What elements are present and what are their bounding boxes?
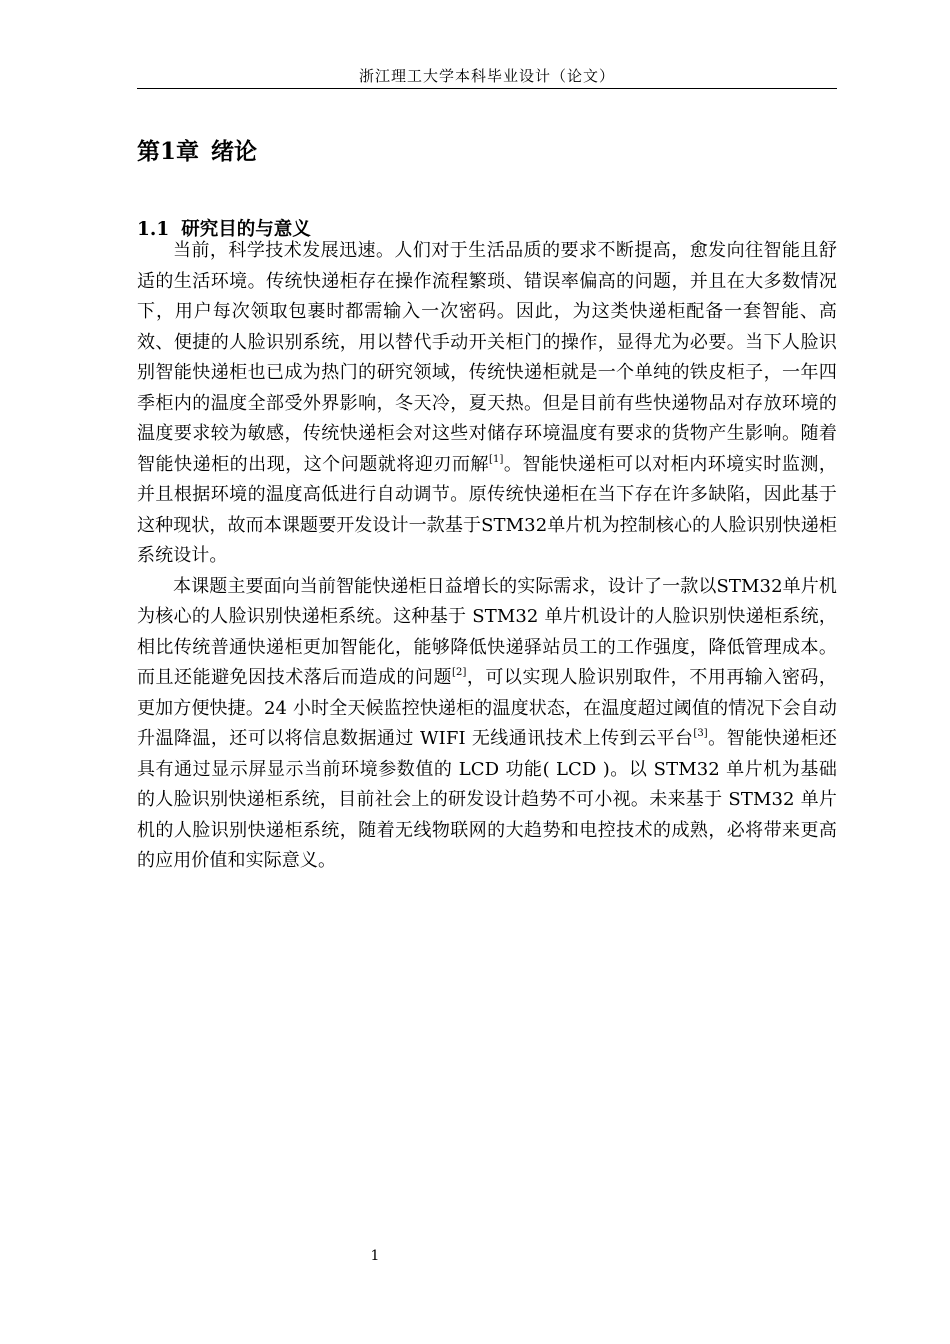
header-rule xyxy=(137,88,837,89)
paragraph-1-text-a: 当前，科学技术发展迅速。人们对于生活品质的要求不断提高，愈发向往智能且舒适的生活环境。传统快递柜存在操作流程繁琐、错误率偏高的问题，并且在大多数情况下，用户每次领取包裹时都需输入一次密码。因此，为这类快递柜配备一套智能、高效、便捷的人脸识别系统，用以替代手动开关柜门的操作，显得尤为必要。当下人脸识别智能快递柜也已成为热门的研究领域，传统快递柜就是一个单纯的铁皮柜子，一年四季柜内的温度全部受外界影响，冬天冷，夏天热。但是目前有些快递物品对存放环境的温度要求较为敏感，传统快递柜会对这些对储存环境温度有要求的货物产生影响。随着智能快递柜的出现，这个问题就将迎刃而解 xyxy=(137,240,837,475)
paragraph-2 xyxy=(137,572,837,877)
chapter-title-text: 绪论 xyxy=(211,138,258,165)
citation-3: [3] xyxy=(693,728,708,739)
citation-2: [2] xyxy=(451,667,467,678)
paragraph-1-text-b: 。智能快递柜可以对柜内环境实时监测，并且根据环境的温度高低进行自动调节。原传统快递柜在当下存在许多缺陷，因此基于这种现状，故而本课题要开发设计一款基于STM32单片机为控制核心的人脸识别快递柜系统设计。 xyxy=(137,453,837,566)
page-number: 1 xyxy=(370,1248,380,1264)
running-header: 浙江理工大学本科毕业设计（论文） xyxy=(358,67,615,85)
paragraph-1 xyxy=(137,236,837,572)
section-title-text: 研究目的与意义 xyxy=(181,219,311,240)
body-text xyxy=(137,236,837,877)
paragraph-2-text-a: 本课题主要面向当前智能快递柜日益增长的实际需求，设计了一款以STM32单片机为核心的人脸识别快递柜系统。这种基于 STM32 单片机设计的人脸识别快递柜系统，相比传统普通快递柜更加智能化，能够降低快递驿站员工的工作强度，降低管理成本。而且还能避免因技术落后而造成的问题 xyxy=(137,575,837,688)
paragraph-2-text-c: 。智能快递柜还具有通过显示屏显示当前环境参数值的 LCD 功能( LCD )。以 STM32 单片机为基础的人脸识别快递柜系统，目前社会上的研发设计趋势不可小视。未来基于 STM32 单片机的人脸识别快递柜系统，随着无线物联网的大趋势和电控技术的成熟，必将带来更高的应用价值和实际意义。 xyxy=(137,728,837,871)
section-number: 1.1 xyxy=(137,219,170,240)
chapter-title xyxy=(137,136,257,168)
citation-1: [1] xyxy=(489,453,504,465)
chapter-number: 第1章 xyxy=(137,138,200,165)
paragraph-2-text-b: ，可以实现人脸识别取件，不用再输入密码，更加方便快捷。24 小时全天候监控快递柜的温度状态，在温度超过阈值的情况下会自动升温降温，还可以将信息数据通过 WIFI 无线通讯技术上传到云平台 xyxy=(137,667,838,749)
